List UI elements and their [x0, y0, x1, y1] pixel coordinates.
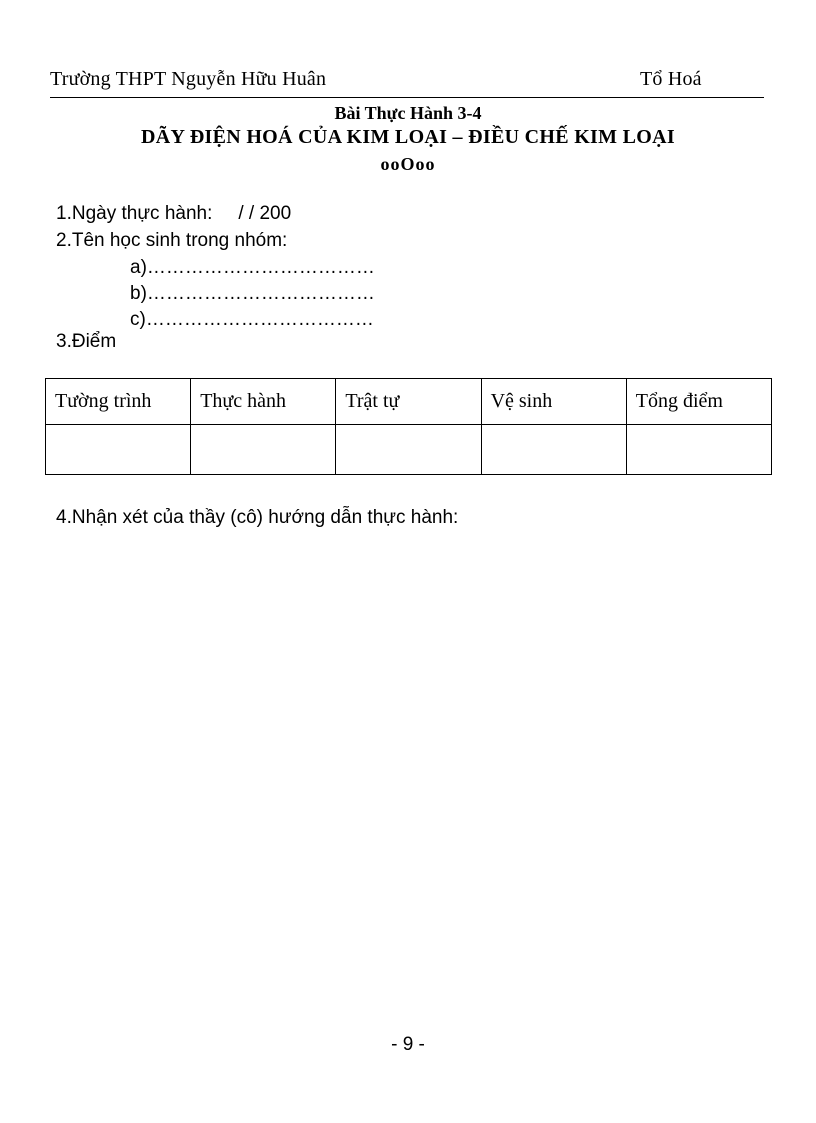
title-ornament: ooOoo	[380, 154, 436, 174]
practice-date-label: 1.Ngày thực hành:	[56, 203, 213, 224]
department-name: Tổ Hoá	[640, 68, 702, 90]
school-name: Trường THPT Nguyễn Hữu Huân	[50, 68, 327, 90]
score-cell-order	[336, 425, 481, 475]
score-label: 3.Điểm	[56, 331, 117, 352]
page-title: Bài Thực Hành 3-4	[334, 103, 482, 123]
score-header-total: Tổng điểm	[626, 379, 771, 425]
score-cell-total	[626, 425, 771, 475]
score-table	[45, 378, 772, 475]
score-table-row	[46, 425, 772, 475]
practice-date-value: / / 200	[238, 203, 292, 224]
score-header-order: Trật tự	[336, 379, 481, 425]
practice-date-field	[56, 203, 291, 225]
page-subtitle: DÃY ĐIỆN HOÁ CỦA KIM LOẠI – ĐIỀU CHẾ KIM LOẠI	[141, 126, 675, 148]
score-cell-report	[46, 425, 191, 475]
member-line-b: b)………………………………	[130, 283, 375, 304]
member-line-c: c)………………………………	[130, 309, 374, 330]
group-members-label: 2.Tên học sinh trong nhóm:	[56, 230, 288, 251]
score-cell-practice	[191, 425, 336, 475]
instructor-remarks-label: 4.Nhận xét của thầy (cô) hướng dẫn thực hành:	[56, 507, 459, 528]
score-table-header-row	[46, 379, 772, 425]
member-line-a: a)………………………………	[130, 257, 375, 278]
score-header-hygiene: Vệ sinh	[481, 379, 626, 425]
score-header-report: Tường trình	[46, 379, 191, 425]
header-divider	[50, 97, 764, 98]
score-header-practice: Thực hành	[191, 379, 336, 425]
score-cell-hygiene	[481, 425, 626, 475]
page-number: - 9 -	[391, 1034, 425, 1055]
